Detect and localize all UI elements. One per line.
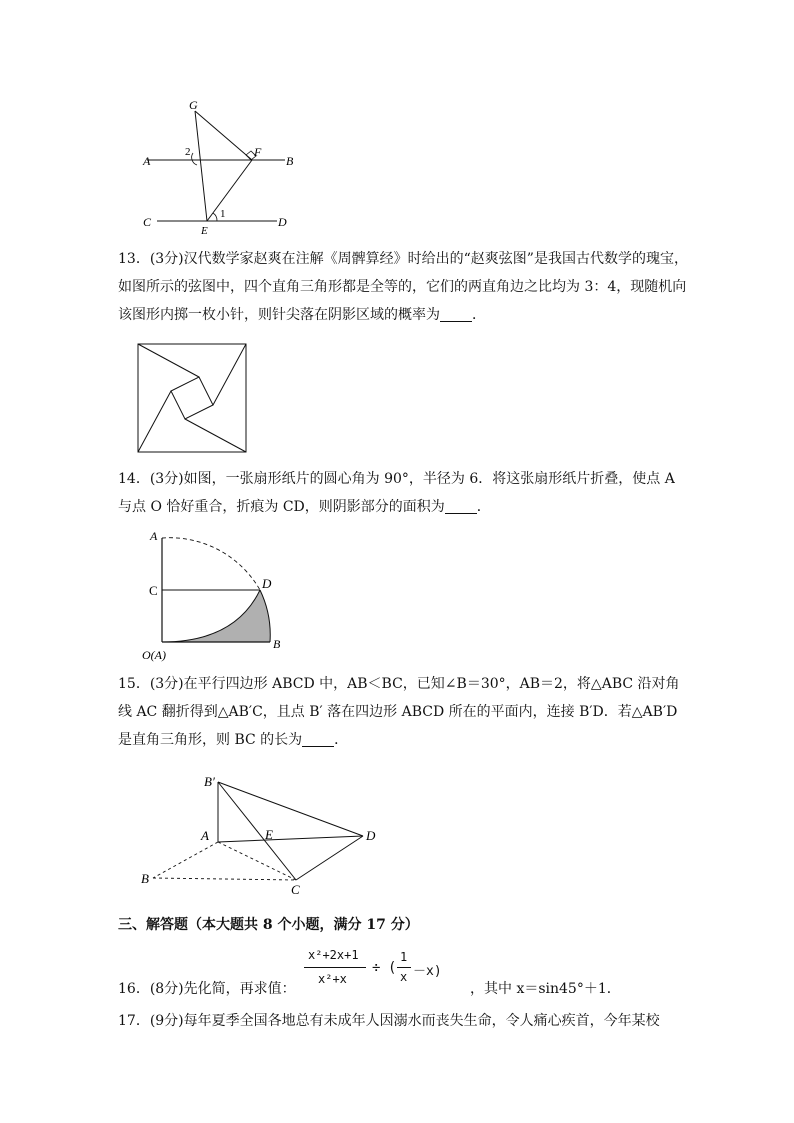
- question-13: [118, 245, 688, 329]
- figure-q12: [135, 95, 335, 235]
- label-d: D: [278, 215, 287, 229]
- pinwheel-line-4: [138, 391, 171, 452]
- answer-blank-13[interactable]: [440, 307, 472, 322]
- main-numerator: x²+2x+1: [308, 948, 359, 962]
- question-14: [118, 465, 688, 521]
- outer-square: [138, 344, 246, 452]
- label-a: A: [150, 529, 158, 543]
- question-14-text: 14．(3分)如图，一张扇形纸片的圆心角为 90°，半径为 6．将这张扇形纸片折叠，使点 A 与点 O 恰好重合，折痕为 CD，则阴影部分的面积为: [118, 471, 675, 515]
- question-13-tail: ．: [472, 307, 486, 323]
- question-13-text: 13．(3分)汉代数学家赵爽在注解《周髀算经》时给出的“赵爽弦图”是我国古代数学的瑰宝，如图所示的弦图中，四个直角三角形都是全等的，它们的两直角边之比均为 3：4，现随机向该图形内掷一枚小针，则针尖落在阴影区域的概率为: [118, 251, 688, 323]
- segment-cd: [296, 836, 363, 880]
- segment-ef: [207, 160, 252, 221]
- segment-bc-dashed: [153, 878, 296, 880]
- label-bprime: B′: [204, 774, 215, 789]
- question-15-tail: ．: [334, 732, 349, 748]
- label-b: B: [273, 637, 281, 651]
- label-e: E: [265, 827, 273, 842]
- label-a: A: [143, 154, 151, 168]
- figure-q14-sector: [140, 528, 300, 668]
- label-d: D: [366, 828, 376, 843]
- arc-dashed: [162, 538, 260, 590]
- main-denominator: x²+x: [318, 972, 347, 986]
- segment-ge: [195, 111, 207, 221]
- segment-ab-dashed: [153, 842, 218, 878]
- shaded-region: [162, 590, 270, 642]
- question-15-text: 15．(3分)在平行四边形 ABCD 中，AB＜BC，已知∠B＝30°，AB＝2，将△ABC 沿对角线 AC 翻折得到△AB′C，且点 B′ 落在四边形 ABCD 所在的平面内，连接 B′D．若△AB′D 是直角三角形，则 BC 的长为: [118, 676, 680, 748]
- label-2: 2: [185, 146, 191, 158]
- label-d: D: [262, 576, 272, 591]
- question-17: 17．(9分)每年夏季全国各地总有未成年人因溺水而丧失生命，令人痛心疾首，今年某校: [118, 1013, 660, 1029]
- label-c: C: [149, 583, 158, 598]
- question-15: [118, 670, 688, 754]
- segment-ac-dashed: [218, 842, 296, 880]
- section-3-heading: 三、解答题（本大题共 8 个小题，满分 17 分）: [118, 917, 419, 933]
- question-16-prefix: 16．(8分)先化简，再求值：: [118, 981, 296, 997]
- pinwheel-line-1: [138, 344, 199, 377]
- label-a: A: [201, 828, 209, 843]
- open-paren: (: [388, 960, 397, 976]
- label-1: 1: [220, 208, 226, 220]
- inner-denominator: x: [400, 970, 408, 984]
- angle-2-arc: [192, 153, 197, 165]
- inner-square: [171, 377, 213, 419]
- label-g: G: [189, 98, 198, 112]
- figure-q13-pinwheel: [137, 343, 247, 453]
- segment-ad: [218, 836, 363, 842]
- label-c: C: [291, 882, 300, 897]
- angle-1-arc: [213, 213, 217, 221]
- segment-gf: [195, 111, 252, 160]
- label-b: B: [286, 154, 294, 168]
- figure-q15-parallelogram: [138, 768, 398, 898]
- label-o: O(A): [142, 648, 166, 662]
- question-16-suffix: ，其中 x＝sin45°＋1．: [470, 981, 621, 997]
- label-b: B: [141, 871, 149, 886]
- q16-formula: [300, 948, 470, 996]
- divide-sign: ÷: [372, 960, 381, 976]
- label-f: F: [254, 145, 262, 159]
- answer-blank-14[interactable]: [445, 499, 477, 514]
- pinwheel-line-3: [185, 419, 246, 452]
- question-14-tail: ．: [476, 499, 491, 515]
- pinwheel-line-2: [213, 344, 246, 405]
- inner-numerator: 1: [400, 950, 408, 964]
- minus-x: －x): [413, 964, 442, 979]
- inner-fraction-bar: [397, 967, 411, 968]
- label-e: E: [201, 225, 208, 237]
- label-c: C: [143, 215, 152, 229]
- main-fraction-bar: [304, 967, 366, 968]
- answer-blank-15[interactable]: [302, 732, 334, 747]
